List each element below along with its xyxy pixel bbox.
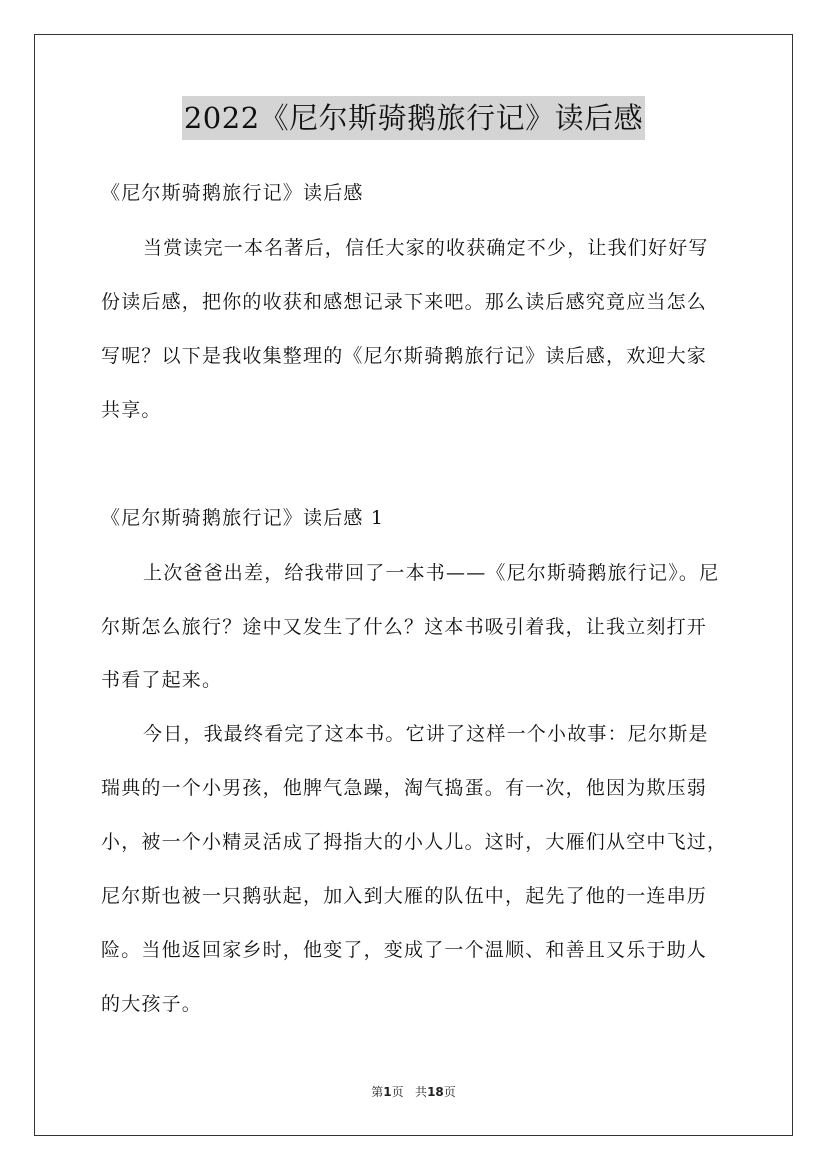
page-prefix: 第 [371,1085,384,1099]
total-pages: 18 [427,1085,444,1099]
page-footer [0,1083,827,1100]
intro-line: 写呢？以下是我收集整理的《尼尔斯骑鹅旅行记》读后感，欢迎大家 [101,345,708,367]
title-wrap [0,96,827,140]
paragraph-line: 尼尔斯也被一只鹅驮起，加入到大雁的队伍中，起先了他的一连串历 [101,885,708,907]
document-title: 2022《尼尔斯骑鹅旅行记》读后感 [182,96,645,140]
page-number: 1 [383,1085,392,1099]
paragraph-line: 瑞典的一个小男孩，他脾气急躁，淘气捣蛋。有一次，他因为欺压弱 [101,777,708,799]
paragraph-line: 尔斯怎么旅行？途中又发生了什么？这本书吸引着我，让我立刻打开 [101,616,708,638]
paragraph-line: 的大孩子。 [101,993,203,1015]
paragraph-line: 今日，我最终看完了这本书。它讲了这样一个小故事：尼尔斯是 [143,723,709,745]
paragraph-line: 小，被一个小精灵活成了拇指大的小人儿。这时，大雁们从空中飞过， [101,831,728,853]
total-prefix: 共 [415,1085,428,1099]
intro-line: 共享。 [101,399,162,421]
paragraph-line: 险。当他返回家乡时，他变了，变成了一个温顺、和善且又乐于助人 [101,939,708,961]
subtitle: 《尼尔斯骑鹅旅行记》读后感 [101,182,364,204]
intro-line: 当赏读完一本名著后，信任大家的收获确定不少，让我们好好写 [143,237,709,259]
paragraph-line: 上次爸爸出差，给我带回了一本书——《尼尔斯骑鹅旅行记》。尼 [143,562,720,584]
page-suffix: 页 [391,1085,404,1099]
intro-line: 份读后感，把你的收获和感想记录下来吧。那么读后感究竟应当怎么 [101,291,708,313]
paragraph-line: 书看了起来。 [101,669,223,691]
total-suffix: 页 [443,1085,456,1099]
section-heading: 《尼尔斯骑鹅旅行记》读后感 1 [101,507,385,529]
